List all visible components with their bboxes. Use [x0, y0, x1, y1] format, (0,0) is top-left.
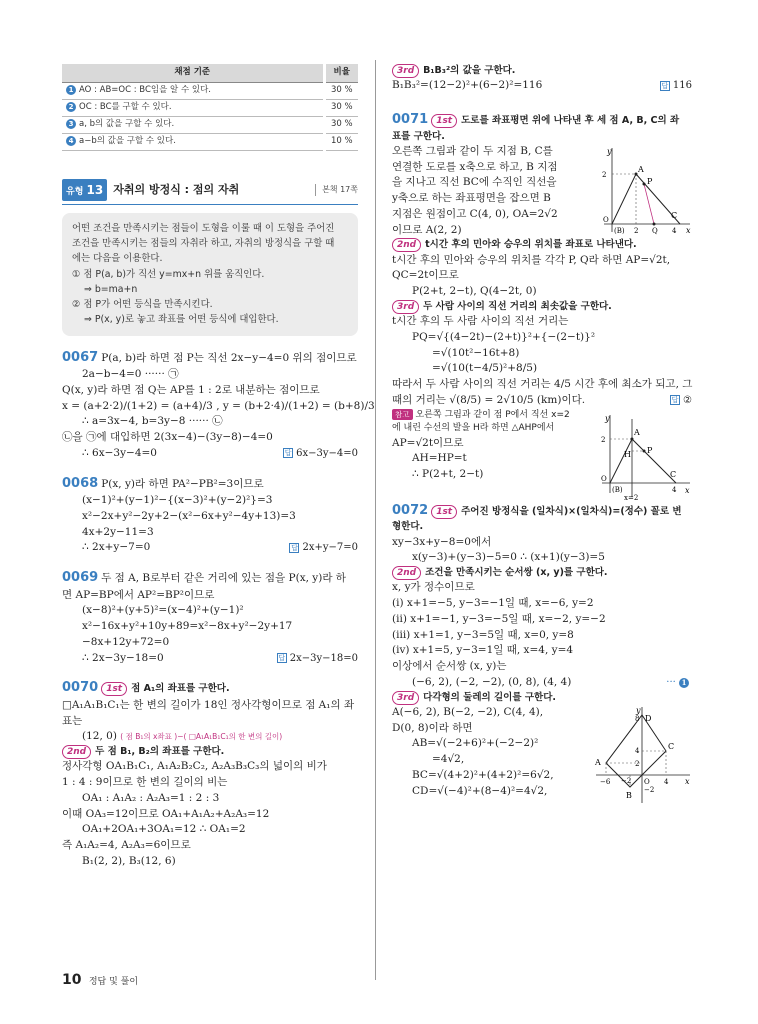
- svg-text:(B): (B): [614, 226, 625, 235]
- svg-text:4: 4: [672, 226, 677, 235]
- tip-line: ② 점 P가 어떤 등식을 만족시킨다.: [72, 299, 213, 311]
- solution-line: BC=√(4+2)²+(4+2)²=6√2,: [412, 768, 554, 781]
- solution-line: t시간 후의 민아와 승우의 위치를 각각 P, Q라 하면 AP=√2t,: [392, 253, 671, 266]
- answer: 2x+y−7=0: [302, 542, 358, 554]
- solution-line: QC=2t이므로: [392, 269, 459, 282]
- criteria-text: OC : BC를 구할 수 있다.: [79, 102, 172, 113]
- rate-header: 비율: [324, 64, 358, 82]
- step-tag: 1st: [431, 505, 457, 519]
- solution-line: 표는: [62, 714, 83, 727]
- step-title: 조건을 만족시키는 순서쌍 (x, y)를 구한다.: [425, 567, 608, 578]
- solution-line: 이므로 A(2, 2): [392, 223, 462, 236]
- solution-line: 때의 거리는 √(8/5) = 2√10/5 (km)이다.: [392, 393, 586, 406]
- solution-line: ∴ 2x+y−7=0: [82, 541, 151, 554]
- svg-text:x: x: [686, 225, 691, 235]
- solution-line: □A₁A₁B₁C₁는 한 변의 길이가 18인 정사각형이므로 점 A₁의 좌: [62, 698, 355, 711]
- svg-text:H: H: [624, 449, 631, 459]
- case-line: (iii) x+1=1, y−3=5일 때, x=0, y=8: [392, 628, 574, 641]
- tip-line: ⇒ P(x, y)로 놓고 좌표를 어떤 등식에 대입한다.: [84, 314, 279, 326]
- column-divider: [375, 60, 376, 980]
- type-reference: 본책 17쪽: [315, 184, 358, 196]
- criteria-text: a−b의 값을 구할 수 있다.: [79, 136, 176, 147]
- problem-0070: [62, 678, 358, 869]
- problem-0071: [392, 110, 693, 501]
- svg-text:C: C: [670, 469, 677, 479]
- solution-line: 두 점 A, B로부터 같은 거리에 있는 점을 P(x, y)라 하: [101, 572, 346, 585]
- page-footer: [62, 970, 138, 991]
- step-title: 점 A₁의 좌표를 구한다.: [131, 683, 230, 695]
- svg-text:P: P: [647, 445, 653, 455]
- tip-line: 에는 다음을 이용한다.: [72, 253, 163, 265]
- svg-text:D: D: [645, 713, 652, 723]
- problem-number: 0072: [392, 502, 429, 518]
- solution-line: ∴ 2x−3y−18=0: [82, 651, 164, 664]
- case-line: (ii) x+1=−1, y−3=−5일 때, x=−2, y=−2: [392, 612, 606, 625]
- reference-line: AP=√2t이므로: [392, 436, 464, 449]
- solution-line: 4x+2y−11=3: [82, 525, 154, 538]
- criteria-rate: 30 %: [324, 116, 358, 133]
- svg-text:(B): (B): [612, 485, 623, 494]
- criteria-table: [62, 64, 358, 151]
- reference-tag: 참고: [392, 409, 413, 420]
- svg-text:O: O: [644, 777, 650, 786]
- solution-line: 오른쪽 그림과 같이 두 지점 B, C를: [392, 144, 553, 157]
- solution-line: CD=√(−4)²+(8−4)²=4√2,: [412, 784, 548, 797]
- step-title: 두 점 B₁, B₂의 좌표를 구한다.: [95, 746, 225, 758]
- annotation-note: ( 점 B₁의 x좌표 )−( □A₁A₁B₁C₁의 한 변의 길이): [120, 732, 283, 742]
- answer: 2x−3y−18=0: [289, 652, 358, 664]
- criteria-row: [62, 82, 358, 99]
- type-header: [62, 179, 358, 206]
- solution-line: B₁(2, 2), B₃(12, 6): [82, 854, 176, 867]
- step-number-icon: 2: [66, 102, 76, 112]
- solution-line: ㉡을 ㉠에 대입하면 2(3x−4)−(3y−8)−4=0: [62, 431, 273, 444]
- step-title: B₁B₃²의 값을 구한다.: [423, 65, 516, 76]
- problem-0067: [62, 348, 375, 462]
- answer-icon: 답: [291, 543, 298, 552]
- solution-line: 2a−b−4=0 ······ ㉠: [82, 368, 179, 381]
- criteria-row: [62, 99, 358, 116]
- svg-text:C: C: [668, 741, 675, 751]
- solution-line: 연결한 도로를 x축으로 하고, B 지점: [392, 160, 558, 173]
- reference-line: AH=HP=t: [412, 452, 467, 465]
- step-title: t시간 후의 민아와 승우의 위치를 좌표로 나타낸다.: [425, 239, 637, 251]
- solution-line: B₁B₃²=(12−2)²+(6−2)²=116: [392, 79, 543, 92]
- solution-line: =√(10t²−16t+8): [432, 346, 520, 359]
- criteria-rate: 10 %: [324, 133, 358, 150]
- left-column: [62, 64, 375, 870]
- step-title: 두 사람 사이의 직선 거리의 최솟값을 구한다.: [423, 300, 612, 312]
- solution-line: x, y가 정수이므로: [392, 581, 475, 594]
- step-tag: 3rd: [392, 300, 419, 314]
- solution-line: (12, 0): [82, 730, 117, 743]
- graph-perpendicular-foot: [592, 413, 692, 501]
- solution-line: 면 AP=BP에서 AP²=BP²이므로: [62, 588, 215, 601]
- svg-text:x: x: [685, 776, 690, 786]
- solution-line: Q(x, y)라 하면 점 Q는 AP를 1 : 2로 내분하는 점이므로: [62, 383, 320, 396]
- solution-line: xy−3x+y−8=0에서: [392, 535, 492, 548]
- svg-text:C: C: [671, 210, 678, 220]
- type-title: 자취의 방정식 : 점의 자취: [113, 182, 240, 196]
- problem-number: 0071: [392, 112, 429, 127]
- svg-text:y: y: [607, 146, 612, 156]
- solution-line: P(a, b)라 하면 점 P는 직선 2x−y−4=0 위의 점이므로: [101, 351, 357, 364]
- svg-text:O: O: [603, 215, 609, 224]
- svg-text:O: O: [601, 474, 607, 483]
- step-title: 다각형의 둘레의 길이를 구한다.: [423, 691, 556, 703]
- right-column: [392, 64, 692, 805]
- tip-box: [62, 213, 358, 336]
- step-number-icon: 1: [66, 85, 76, 95]
- solution-line: ∴ a=3x−4, b=3y−8 ······ ㉡: [82, 415, 223, 428]
- svg-text:y: y: [605, 413, 610, 423]
- criteria-rate: 30 %: [324, 99, 358, 116]
- svg-text:A: A: [638, 164, 644, 174]
- solution-line: PQ=√{(4−2t)−(2+t)}²+{−(2−t)}²: [412, 330, 596, 343]
- svg-text:−2: −2: [644, 785, 655, 794]
- tip-line: ⇒ b=ma+n: [84, 283, 138, 295]
- svg-text:2: 2: [601, 435, 606, 444]
- solution-line: (x−1)²+(y−1)²−{(x−3)²+(y−2)²}=3: [82, 494, 273, 507]
- step-tag: 2nd: [62, 745, 91, 759]
- step-number-icon: 3: [66, 119, 76, 129]
- solution-line: t시간 후의 두 사람 사이의 직선 거리는: [392, 315, 569, 327]
- step-tag: 2nd: [392, 566, 421, 580]
- svg-text:A: A: [595, 757, 601, 767]
- problem-number: 0067: [62, 349, 99, 365]
- svg-text:P: P: [647, 176, 653, 186]
- criteria-text: AO : AB=OC : BC임을 알 수 있다.: [79, 85, 211, 96]
- solution-line: x²−2x+y²−2y+2−(x²−6x+y²−4y+13)=3: [82, 509, 296, 522]
- solution-line: (x−8)²+(y+5)²=(x−4)²+(y−1)²: [82, 604, 244, 617]
- solution-line: 을 지나고 직선 BC에 수직인 직선을: [392, 176, 557, 189]
- svg-text:4: 4: [672, 485, 677, 494]
- svg-text:y: y: [636, 705, 641, 715]
- solution-line: 즉 A₁A₂=4, A₂A₃=6이므로: [62, 839, 191, 852]
- tip-line: 조건을 만족시키는 점들의 자취라 하고, 자취의 방정식을 구할 때: [72, 238, 335, 250]
- solution-line: ∴ 6x−3y−4=0: [82, 446, 157, 459]
- graph-quadrilateral: [592, 705, 692, 805]
- solution-line: D(0, 8)이라 하면: [392, 721, 473, 734]
- problem-0072: [392, 501, 692, 800]
- criteria-header: 채점 기준: [62, 64, 324, 82]
- criteria-text: a, b의 값을 구할 수 있다.: [79, 119, 175, 130]
- svg-text:−2: −2: [621, 776, 632, 785]
- solution-line: y축으로 하는 좌표평면을 잡으면 B: [392, 192, 551, 204]
- problem-0068: [62, 474, 358, 557]
- footer-label: 정답 및 풀이: [88, 977, 139, 987]
- svg-text:x=2: x=2: [624, 493, 639, 501]
- solution-line: 이상에서 순서쌍 (x, y)는: [392, 660, 507, 672]
- tip-line: ① 점 P(a, b)가 직선 y=mx+n 위를 움직인다.: [72, 268, 265, 280]
- step-tag: 1st: [101, 682, 127, 696]
- step-ref: ··· 1: [666, 675, 692, 690]
- step-title: 형한다.: [392, 521, 424, 533]
- step-title: 도로를 좌표평면 위에 나타낸 후 세 점 A, B, C의 좌: [461, 115, 680, 126]
- solution-line: x(y−3)+(y−3)−5=0 ∴ (x+1)(y−3)=5: [412, 551, 605, 564]
- solution-line: P(x, y)라 하면 PA²−PB²=3이므로: [101, 477, 264, 490]
- problem-0069: [62, 568, 358, 666]
- solution-line: 지점은 원점이고 C(4, 0), OA=2√2: [392, 207, 558, 220]
- criteria-row: [62, 133, 358, 150]
- solution-line: (−6, 2), (−2, −2), (0, 8), (4, 4): [412, 675, 572, 688]
- svg-text:4: 4: [664, 777, 669, 786]
- solution-line: OA₁ : A₁A₂ : A₂A₃=1 : 2 : 3: [82, 791, 220, 804]
- solution-line: AB=√(−2+6)²+(−2−2)²: [412, 737, 539, 750]
- solution-line: =√(10(t−4/5)²+8/5): [432, 362, 538, 375]
- answer-icon: 답: [671, 396, 679, 405]
- svg-text:2: 2: [635, 759, 640, 768]
- case-line: (i) x+1=−5, y−3=−1일 때, x=−6, y=2: [392, 597, 594, 609]
- problem-number: 0069: [62, 570, 99, 586]
- step-tag: 3rd: [392, 691, 419, 705]
- criteria-row: [62, 116, 358, 133]
- page-number: 10: [62, 972, 82, 988]
- solution-line: 정사각형 OA₁B₁C₁, A₁A₂B₂C₂, A₂A₃B₃C₃의 넓이의 비가: [62, 760, 327, 773]
- step-tag: 1st: [431, 114, 457, 128]
- svg-text:2: 2: [602, 170, 607, 179]
- step-title: 표를 구한다.: [392, 130, 445, 142]
- svg-text:A: A: [634, 427, 640, 437]
- solution-line: x²−16x+y²+10y+89=x²−8x+y²−2y+17: [82, 620, 293, 633]
- step-title: 주어진 방정식을 (일차식)×(일차식)=(정수) 꼴로 변: [461, 505, 682, 517]
- solution-line: 이때 OA₃=12이므로 OA₁+A₁A₂+A₂A₃=12: [62, 807, 270, 820]
- solution-line: 따라서 두 사람 사이의 직선 거리는 4/5 시간 후에 최소가 되고, 그: [392, 378, 693, 390]
- criteria-rate: 30 %: [324, 82, 358, 99]
- answer: 6x−3y−4=0: [296, 447, 358, 459]
- answer: ②: [683, 394, 692, 406]
- answer: 116: [672, 80, 692, 92]
- svg-text:−6: −6: [600, 777, 611, 786]
- problem-number: 0068: [62, 475, 99, 491]
- problem-0070-cont: [392, 64, 692, 94]
- answer-icon: 답: [278, 654, 286, 663]
- reference-line: 오른쪽 그림과 같이 점 P에서 직선 x=2: [415, 409, 570, 420]
- solution-line: OA₁+2OA₁+3OA₁=12 ∴ OA₁=2: [82, 823, 246, 836]
- answer-icon: 답: [661, 81, 669, 90]
- reference-line: 에 내린 수선의 발을 H라 하면 △AHP에서: [392, 423, 555, 433]
- svg-text:x: x: [685, 485, 690, 495]
- reference-line: ∴ P(2+t, 2−t): [412, 468, 484, 480]
- step-tag: 3rd: [392, 64, 419, 78]
- problem-number: 0070: [62, 680, 99, 696]
- solution-line: =4√2,: [432, 753, 465, 765]
- svg-text:8: 8: [635, 714, 640, 723]
- graph-road-coordinate: [592, 144, 692, 236]
- type-badge: 유형 13: [62, 179, 107, 202]
- answer-icon: 답: [284, 449, 292, 458]
- case-line: (iv) x+1=5, y−3=1일 때, x=4, y=4: [392, 644, 574, 657]
- solution-line: x = (a+2·2)/(1+2) = (a+4)/3 , y = (b+2·4)/(1+2) = (b+8)/3: [62, 399, 375, 412]
- svg-text:4: 4: [635, 746, 640, 755]
- svg-text:Q: Q: [652, 226, 658, 235]
- solution-line: A(−6, 2), B(−2, −2), C(4, 4),: [392, 705, 544, 718]
- tip-line: 어떤 조건을 만족시키는 점들이 도형을 이룰 때 이 도형을 주어진: [72, 223, 335, 234]
- solution-line: 1 : 4 : 9이므로 한 변의 길이의 비는: [62, 776, 228, 789]
- svg-text:B: B: [626, 790, 632, 800]
- step-tag: 2nd: [392, 238, 421, 252]
- solution-line: −8x+12y+72=0: [82, 635, 170, 648]
- svg-text:2: 2: [634, 226, 639, 235]
- step-number-icon: 4: [66, 136, 76, 146]
- solution-line: P(2+t, 2−t), Q(4−2t, 0): [412, 285, 537, 297]
